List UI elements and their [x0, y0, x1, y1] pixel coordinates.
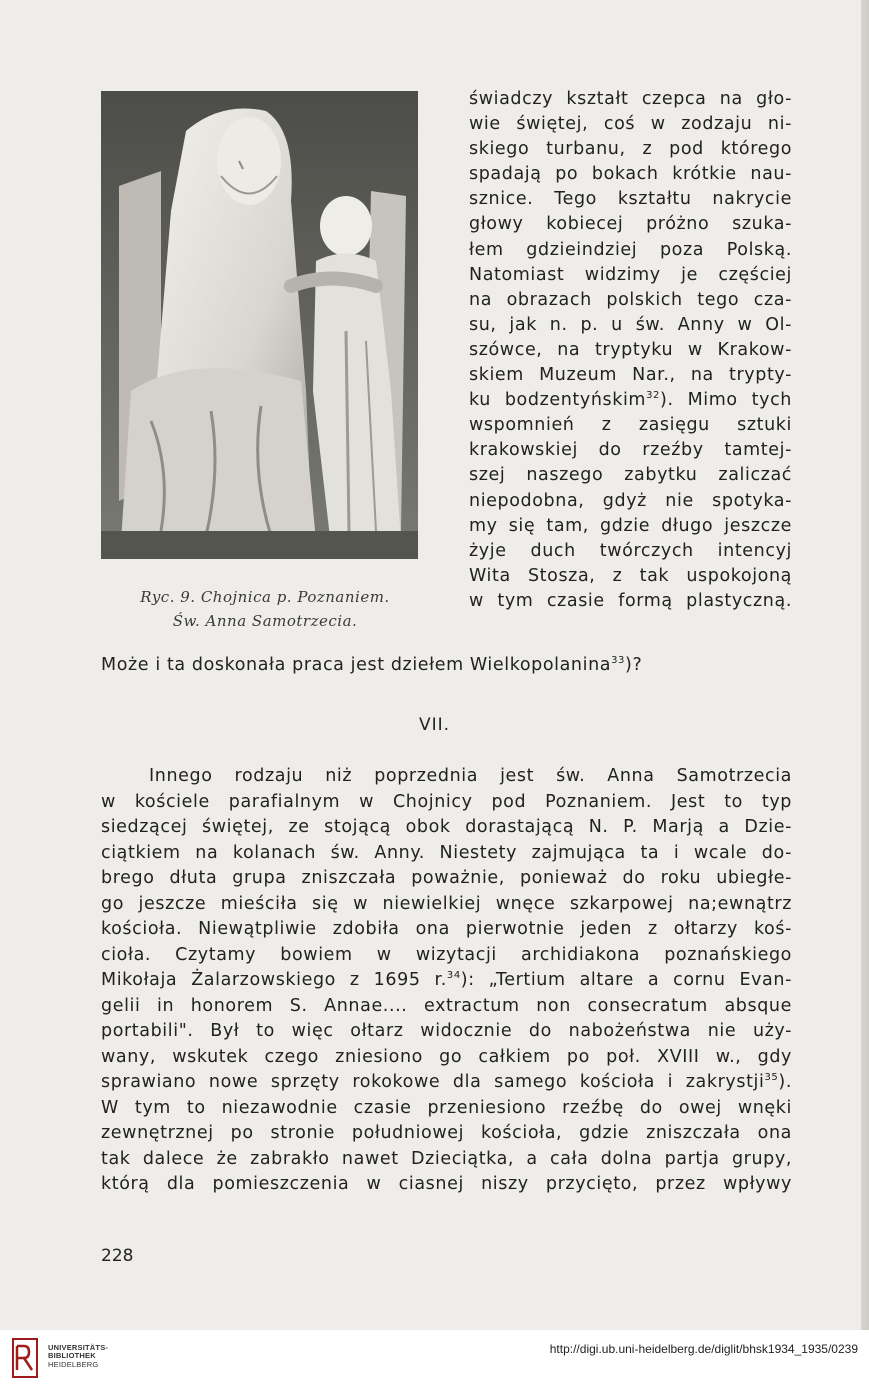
text-line: W tym to niezawodnie czasie przeniesiono rzeźbę do owej wnęki — [101, 1097, 792, 1118]
text-line-with-footnote — [101, 1070, 792, 1096]
text-line: wspomnień z zasięgu sztuki — [469, 415, 792, 436]
text-line: siedzącej świętej, ze stojącą obok dorastającą N. P. Marją a Dzie- — [101, 817, 792, 837]
figure-caption-line-2: Św. Anna Samotrzecia. — [172, 612, 358, 630]
text-fragment: ). — [778, 1072, 792, 1092]
sculpture-illustration — [101, 91, 418, 559]
page-number: 228 — [101, 1246, 134, 1266]
text-line: w tym czasie formą plastyczną. — [469, 590, 792, 611]
text-line: skiem Muzeum Nar., na trypty- — [469, 365, 792, 386]
text-line: gelii in honorem S. Annae.... extractum non consecratum absque — [101, 995, 792, 1016]
paragraph — [101, 764, 792, 1198]
text-fragment: ): „Tertium altare a cornu Evan- — [460, 970, 792, 990]
text-line: my się tam, gdzie długo jeszcze — [469, 515, 792, 536]
library-name-line-1: UNIVERSITÄTS- — [48, 1343, 109, 1352]
text-line-with-footnote — [101, 653, 792, 679]
text-line: portabili". Był to więc ołtarz widocznie do nabożeństwa nie uży- — [101, 1021, 792, 1041]
text-line: niepodobna, gdyż nie spotyka- — [469, 490, 792, 511]
page-edge — [861, 0, 869, 1330]
text-line: Wita Stosza, z tak uspokojoną — [469, 565, 792, 586]
library-footer — [0, 1330, 869, 1393]
text-line: żyje duch twórczych intencyj — [469, 540, 792, 561]
sculpture-photo — [101, 91, 418, 559]
text-line: w kościele parafialnym w Chojnicy pod Poznaniem. Jest to typ — [101, 791, 792, 812]
text-line: szej naszego zabytku zaliczać — [469, 465, 792, 486]
text-fragment: Może i ta doskonała praca jest dziełem Wielkopolanina — [101, 655, 612, 675]
text-line: zewnętrznej po stronie południowej kościoła, gdzie zniszczała ona — [101, 1123, 792, 1143]
text-line: skiego turbanu, z pod którego — [469, 139, 792, 160]
footnote-ref-33: 33 — [611, 655, 626, 667]
text-line: łem gdzieindziej poza Polską. — [469, 239, 792, 260]
text-line: go jeszcze mieściła się w niewielkiej wnęce szkarpowej na;ewnątrz — [101, 893, 792, 914]
text-line: brego dłuta grupa zniszczała poważnie, ponieważ do roku ubiegłe- — [101, 868, 792, 888]
text-line: szówce, na tryptyku w Krakow- — [469, 339, 792, 360]
text-line: su, jak n. p. u św. Anny w Ol- — [469, 314, 792, 335]
text-line: głowy kobiecej próżno szuka- — [469, 214, 792, 235]
text-fragment: )? — [625, 655, 643, 675]
text-fragment: ). Mimo tych — [660, 390, 792, 411]
text-line: tak dalece że zabrakło nawet Dzieciątka, a cała dolna partja grupy, — [101, 1148, 792, 1169]
text-line-with-footnote — [469, 388, 792, 413]
text-line-with-footnote — [101, 968, 792, 994]
text-line: krakowskiej do rzeźby tamtej- — [469, 440, 792, 461]
library-name-line-3: HEIDELBERG — [48, 1359, 99, 1369]
figure-caption-line-1: Ryc. 9. Chojnica p. Poznaniem. — [140, 588, 390, 606]
text-line: na obrazach polskich tego cza- — [469, 289, 792, 310]
library-name-line-2: BIBLIOTHEK — [48, 1351, 96, 1361]
library-logo-icon — [12, 1338, 38, 1378]
text-line: wany, wskutek czego zniesiono go całkiem po poł. XVIII w., gdy — [101, 1046, 792, 1067]
text-line: spadają po bokach krótkie nau- — [469, 164, 792, 185]
closing-line — [101, 653, 792, 679]
footnote-ref-32: 32 — [646, 390, 661, 402]
text-fragment: ku bodzentyńskim — [469, 390, 647, 411]
footnote-ref-35: 35 — [764, 1072, 779, 1084]
source-url-link[interactable]: http://digi.ub.uni-heidelberg.de/diglit/bhsk1934_1935/0239 — [549, 1342, 858, 1356]
text-fragment: Mikołaja Żalarzowskiego z 1695 r. — [101, 970, 447, 990]
text-line: Innego rodzaju niż poprzednia jest św. Anna Samotrzecia — [149, 766, 792, 786]
text-line: kościoła. Niewątpliwie zdobiła ona pierwotnie jeden z ołtarzy koś- — [101, 919, 792, 939]
text-line: sznice. Tego kształtu nakrycie — [469, 189, 792, 210]
text-line: ciątkiem na kolanach św. Anny. Niestety zajmująca ta i wcale do- — [101, 842, 792, 863]
text-fragment: sprawiano nowe sprzęty rokokowe dla samego kościoła i zakrystji — [101, 1072, 765, 1092]
library-name — [48, 1344, 108, 1369]
text-line: którą dla pomieszczenia w ciasnej niszy przycięto, przez wpływy — [101, 1174, 792, 1194]
text-line: Natomiast widzimy je częściej — [469, 264, 792, 285]
section-heading: VII. — [418, 715, 451, 735]
text-line: świadczy kształt czepca na gło- — [469, 89, 792, 109]
right-column-text — [469, 87, 792, 614]
footnote-ref-34: 34 — [446, 970, 461, 982]
text-line: wie świętej, coś w zodzaju ni- — [469, 114, 792, 135]
text-line: cioła. Czytamy bowiem w wizytacji archidiakona poznańskiego — [101, 944, 792, 965]
